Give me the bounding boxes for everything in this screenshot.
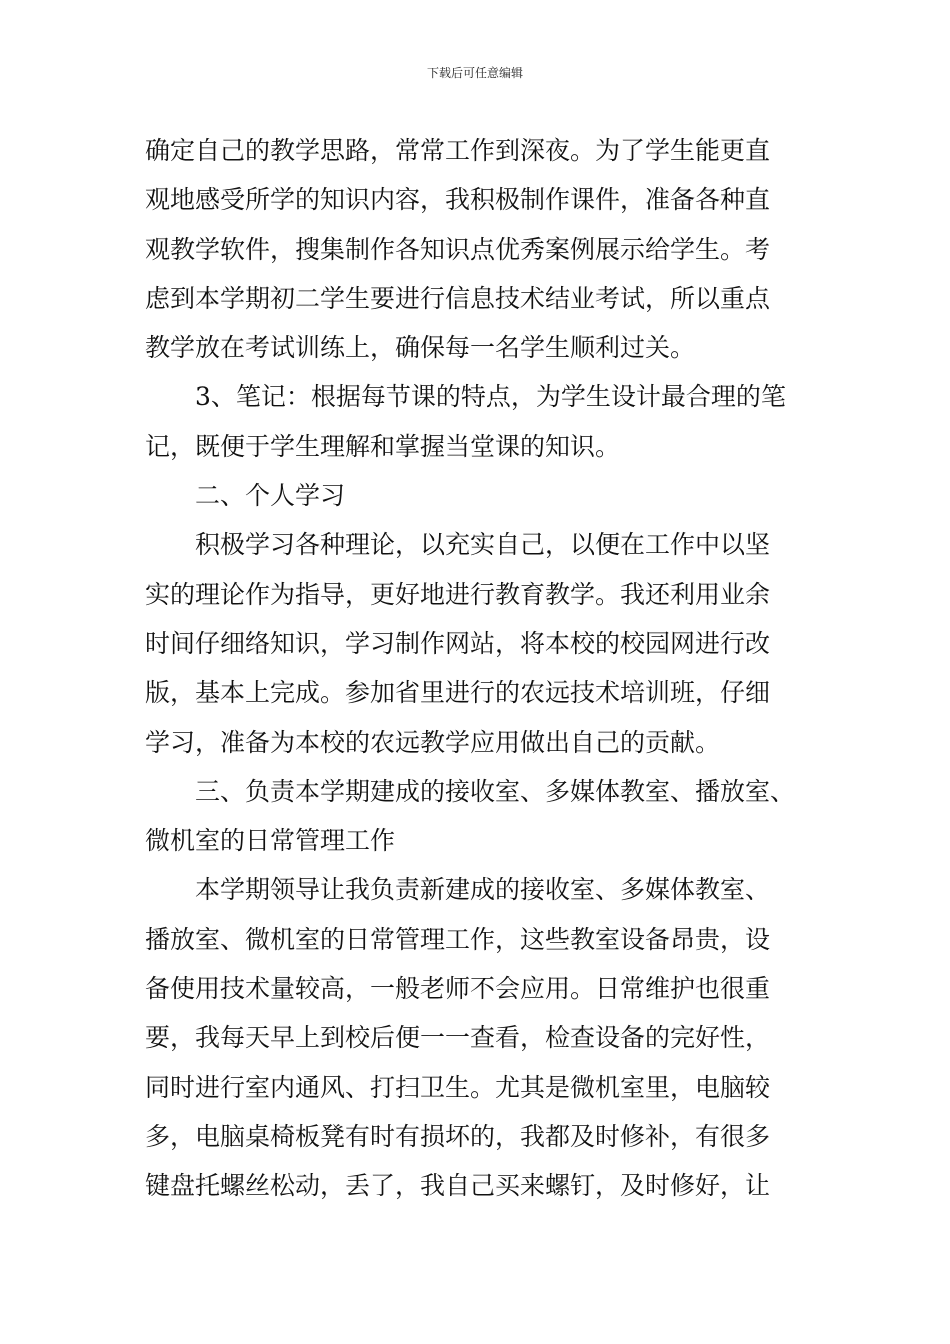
text-line: 微机室的日常管理工作 (145, 826, 396, 856)
text-line: 播放室、微机室的日常管理工作，这些教室设备昂贵，设 (145, 924, 771, 954)
text-line: 二、个人学习 (195, 481, 346, 511)
text-line: 3、笔记：根据每节课的特点，为学生设计最合理的笔 (195, 382, 786, 412)
text-line: 三、负责本学期建成的接收室、多媒体教室、播放室、 (195, 776, 796, 806)
page-header: 下载后可任意编辑 (426, 66, 523, 80)
document-body (145, 126, 810, 1211)
text-line: 确定自己的教学思路，常常工作到深夜。为了学生能更直 (145, 136, 771, 165)
text-line: 键盘托螺丝松动，丢了，我自己买来螺钉，及时修好，让 (145, 1171, 771, 1201)
text-line: 学习，准备为本校的农远教学应用做出自己的贡献。 (145, 727, 721, 757)
text-line: 实的理论作为指导，更好地进行教育教学。我还利用业余 (145, 579, 771, 609)
text-line: 记，既便于学生理解和掌握当堂课的知识。 (145, 431, 621, 461)
text-line: 时间仔细络知识，学习制作网站，将本校的校园网进行改 (145, 628, 771, 658)
text-line: 多，电脑桌椅板凳有时有损坏的，我都及时修补，有很多 (145, 1121, 771, 1151)
text-line: 积极学习各种理论，以充实自己，以便在工作中以坚 (195, 530, 771, 560)
text-line: 同时进行室内通风、打扫卫生。尤其是微机室里，电脑较 (145, 1072, 771, 1102)
text-line: 教学放在考试训练上，确保每一名学生顺利过关。 (145, 333, 696, 363)
text-line: 备使用技术量较高，一般老师不会应用。日常维护也很重 (145, 974, 771, 1004)
text-line: 观地感受所学的知识内容，我积极制作课件，准备各种直 (145, 185, 771, 215)
text-line: 版，基本上完成。参加省里进行的农远技术培训班，仔细 (145, 678, 771, 708)
text-line: 要，我每天早上到校后便一一查看，检查设备的完好性， (145, 1023, 771, 1053)
text-line: 观教学软件，搜集制作各知识点优秀案例展示给学生。考 (145, 234, 771, 264)
text-line: 本学期领导让我负责新建成的接收室、多媒体教室、 (195, 875, 771, 905)
text-line: 虑到本学期初二学生要进行信息技术结业考试，所以重点 (145, 283, 771, 313)
